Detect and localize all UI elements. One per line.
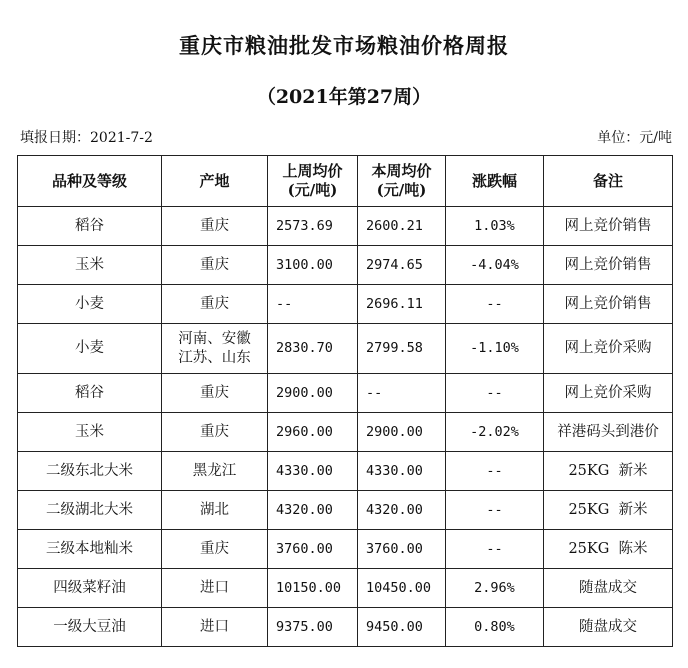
- cell-last-week: 4320.00: [268, 491, 358, 530]
- cell-variety: 三级本地籼米: [18, 530, 162, 569]
- cell-this-week: --: [358, 374, 446, 413]
- cell-this-week: 3760.00: [358, 530, 446, 569]
- cell-change: --: [446, 374, 544, 413]
- table-row: [18, 285, 673, 324]
- cell-change: -1.10%: [446, 324, 544, 374]
- cell-this-week: 2696.11: [358, 285, 446, 324]
- cell-last-week: 2900.00: [268, 374, 358, 413]
- cell-last-week: 3100.00: [268, 246, 358, 285]
- cell-this-week: 2900.00: [358, 413, 446, 452]
- cell-change: --: [446, 491, 544, 530]
- cell-note: 祥港码头到港价: [544, 413, 673, 452]
- cell-variety: 二级湖北大米: [18, 491, 162, 530]
- cell-last-week: 9375.00: [268, 608, 358, 647]
- cell-origin: 重庆: [162, 285, 268, 324]
- table-row: [18, 608, 673, 647]
- cell-last-week: 2573.69: [268, 207, 358, 246]
- cell-this-week: 2799.58: [358, 324, 446, 374]
- cell-this-week: 9450.00: [358, 608, 446, 647]
- table-row: [18, 491, 673, 530]
- header-change: 涨跌幅: [446, 156, 544, 207]
- cell-note: 网上竞价采购: [544, 324, 673, 374]
- table-row: [18, 324, 673, 374]
- cell-variety: 稻谷: [18, 374, 162, 413]
- cell-this-week: 4320.00: [358, 491, 446, 530]
- cell-change: 2.96%: [446, 569, 544, 608]
- cell-variety: 小麦: [18, 324, 162, 374]
- cell-note: 网上竞价采购: [544, 374, 673, 413]
- header-this-week: [358, 156, 446, 207]
- cell-variety: 稻谷: [18, 207, 162, 246]
- cell-note: 25KG 新米: [544, 491, 673, 530]
- header-origin: 产地: [162, 156, 268, 207]
- cell-origin: 重庆: [162, 413, 268, 452]
- header-last-week: [268, 156, 358, 207]
- report-date: 填报日期：2021-7-2: [20, 130, 153, 146]
- table-header-row: [18, 156, 673, 207]
- cell-note: 随盘成交: [544, 608, 673, 647]
- price-table: [17, 155, 673, 647]
- header-this-week-text: 本周均价 (元/吨): [371, 162, 432, 199]
- cell-origin: 黑龙江: [162, 452, 268, 491]
- cell-note: 25KG 陈米: [544, 530, 673, 569]
- cell-origin: 进口: [162, 608, 268, 647]
- report-subtitle: （2021年第27周）: [256, 86, 432, 108]
- header-note: 备注: [544, 156, 673, 207]
- cell-origin: 河南、安徽 江苏、山东: [162, 324, 268, 374]
- cell-variety: 玉米: [18, 246, 162, 285]
- cell-last-week: 2830.70: [268, 324, 358, 374]
- cell-variety: 玉米: [18, 413, 162, 452]
- cell-variety: 四级菜籽油: [18, 569, 162, 608]
- cell-note: 25KG 新米: [544, 452, 673, 491]
- cell-last-week: 4330.00: [268, 452, 358, 491]
- report-title: 重庆市粮油批发市场粮油价格周报: [179, 33, 509, 58]
- cell-variety: 二级东北大米: [18, 452, 162, 491]
- cell-variety: 一级大豆油: [18, 608, 162, 647]
- cell-origin: 重庆: [162, 246, 268, 285]
- cell-change: 1.03%: [446, 207, 544, 246]
- cell-origin: 重庆: [162, 374, 268, 413]
- cell-last-week: 10150.00: [268, 569, 358, 608]
- table-row: [18, 374, 673, 413]
- cell-change: --: [446, 452, 544, 491]
- cell-this-week: 10450.00: [358, 569, 446, 608]
- cell-origin: 重庆: [162, 207, 268, 246]
- table-row: [18, 452, 673, 491]
- table-row: [18, 207, 673, 246]
- cell-origin: 进口: [162, 569, 268, 608]
- cell-this-week: 4330.00: [358, 452, 446, 491]
- header-last-week-text: 上周均价 (元/吨): [282, 162, 343, 199]
- header-variety: 品种及等级: [18, 156, 162, 207]
- cell-note: 网上竞价销售: [544, 207, 673, 246]
- cell-origin: 重庆: [162, 530, 268, 569]
- table-row: [18, 530, 673, 569]
- cell-variety: 小麦: [18, 285, 162, 324]
- cell-last-week: 3760.00: [268, 530, 358, 569]
- cell-note: 随盘成交: [544, 569, 673, 608]
- cell-change: 0.80%: [446, 608, 544, 647]
- cell-change: -2.02%: [446, 413, 544, 452]
- cell-change: -4.04%: [446, 246, 544, 285]
- table-row: [18, 413, 673, 452]
- unit-label: 单位：元/吨: [597, 130, 672, 146]
- table-body: [18, 207, 673, 647]
- cell-change: --: [446, 285, 544, 324]
- cell-note: 网上竞价销售: [544, 285, 673, 324]
- table-row: [18, 246, 673, 285]
- cell-this-week: 2600.21: [358, 207, 446, 246]
- cell-change: --: [446, 530, 544, 569]
- cell-last-week: --: [268, 285, 358, 324]
- table-row: [18, 569, 673, 608]
- cell-this-week: 2974.65: [358, 246, 446, 285]
- cell-last-week: 2960.00: [268, 413, 358, 452]
- cell-origin: 湖北: [162, 491, 268, 530]
- cell-note: 网上竞价销售: [544, 246, 673, 285]
